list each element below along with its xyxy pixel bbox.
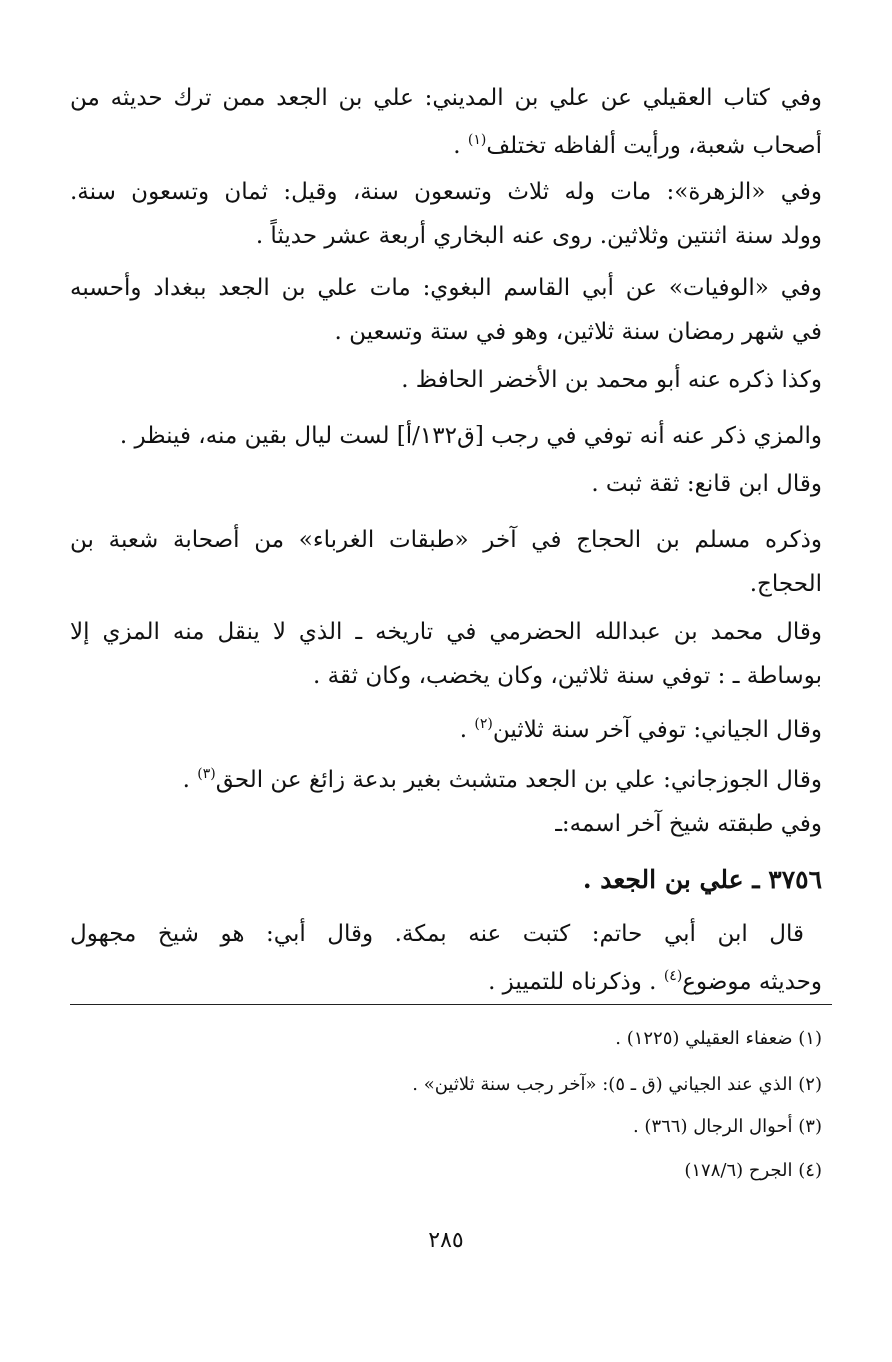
text-segment: . [453, 133, 468, 159]
text-line: الحجاج. [749, 571, 822, 597]
footnote-marker: (٤) [663, 968, 683, 984]
text-segment: . [459, 717, 475, 743]
entry-heading: ٣٧٥٦ ـ علي بن الجعد . [582, 865, 822, 894]
text-line: وقال ابن قانع: ثقة ثبت . [591, 471, 822, 497]
text-line: وفي «الوفيات» عن أبي القاسم البغوي: مات علي بن الجعد ببغداد وأحسبه [70, 275, 822, 301]
footnote: (٤) الجرح (١٧٨/٦) [684, 1160, 822, 1181]
footnote-marker: (٣) [197, 766, 216, 782]
text-line: والمزي ذكر عنه أنه توفي في رجب [ق١٣٢/أ] لست ليال بقين منه، فينظر . [119, 423, 822, 449]
text-line: وكذا ذكره عنه أبو محمد بن الأخضر الحافظ . [401, 367, 822, 393]
text-segment: وقال الجياني: توفي آخر سنة ثلاثين [492, 717, 822, 743]
text-line: في شهر رمضان سنة ثلاثين، وهو في ستة وتسعين . [334, 319, 822, 345]
text-segment: . [182, 767, 198, 793]
text-segment: . وذكرناه للتمييز . [488, 969, 664, 995]
text-line [70, 958, 822, 1000]
text-segment: أصحاب شعبة، ورأيت ألفاظه تختلف [486, 133, 822, 159]
text-line: وفي طبقته شيخ آخر اسمه:ـ [555, 811, 822, 837]
text-segment: وقال الجوزجاني: علي بن الجعد متشبث بغير بدعة زائغ عن الحق [215, 767, 822, 793]
text-line [70, 756, 822, 798]
footnote-separator [70, 1004, 832, 1005]
footnote-marker: (١) [467, 132, 487, 148]
text-line: وفي «الزهرة»: مات وله ثلاث وتسعون سنة، وقيل: ثمان وتسعون سنة. [70, 179, 822, 205]
text-line: وولد سنة اثنتين وثلاثين. روى عنه البخاري أربعة عشر حديثاً . [255, 223, 822, 249]
text-line: قال ابن أبي حاتم: كتبت عنه بمكة. وقال أبي: هو شيخ مجهول [70, 921, 804, 947]
page-number: ٢٨٥ [428, 1228, 464, 1253]
footnote: (٣) أحوال الرجال (٣٦٦) . [632, 1116, 822, 1137]
text-line: وذكره مسلم بن الحجاج في آخر «طبقات الغرباء» من أصحابة شعبة بن [70, 527, 822, 553]
text-line [70, 706, 822, 748]
footnote: (٢) الذي عند الجياني (ق ـ ٥): «آخر رجب سنة ثلاثين» . [412, 1074, 822, 1095]
text-line: وقال محمد بن عبدالله الحضرمي في تاريخه ـ الذي لا ينقل منه المزي إلا [70, 619, 822, 645]
text-line: وفي كتاب العقيلي عن علي بن المديني: علي بن الجعد ممن ترك حديثه من [70, 85, 822, 111]
footnote-marker: (٢) [474, 716, 493, 732]
footnote: (١) ضعفاء العقيلي (١٢٢٥) . [615, 1028, 822, 1049]
text-segment: وحديثه موضوع [682, 969, 822, 995]
text-line [70, 122, 822, 164]
text-line: بوساطة ـ : توفي سنة ثلاثين، وكان يخضب، وكان ثقة . [313, 663, 822, 689]
